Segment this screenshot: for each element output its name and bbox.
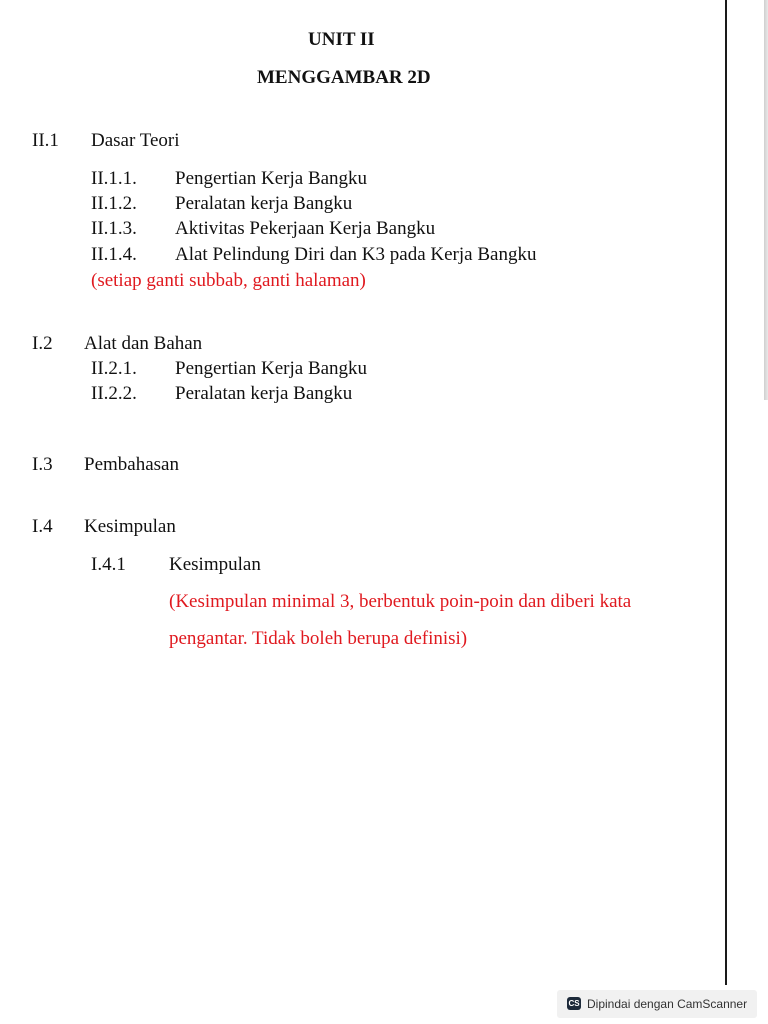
page-title: MENGGAMBAR 2D bbox=[257, 67, 431, 88]
item-number: I.4.1 bbox=[91, 554, 126, 575]
item-label: Pengertian Kerja Bangku bbox=[175, 358, 368, 379]
page-edge-shadow bbox=[764, 0, 768, 400]
item-number: II.1.2. bbox=[91, 193, 137, 214]
red-note-kesimpulan-line1: (Kesimpulan minimal 3, berbentuk poin-poin dan diberi kata bbox=[169, 591, 632, 612]
unit-heading: UNIT II bbox=[308, 29, 375, 50]
camscanner-badge bbox=[557, 990, 757, 1018]
margin-rule bbox=[725, 0, 727, 985]
item-number: II.2.1. bbox=[91, 358, 137, 379]
section-title-kesimpulan: Kesimpulan bbox=[84, 516, 176, 537]
camscanner-label: Dipindai dengan CamScanner bbox=[587, 997, 748, 1011]
red-note-subbab: (setiap ganti subbab, ganti halaman) bbox=[91, 270, 366, 291]
camscanner-logo-icon: CS bbox=[568, 999, 580, 1008]
item-label: Peralatan kerja Bangku bbox=[175, 383, 353, 404]
item-number: II.1.4. bbox=[91, 244, 137, 265]
section-title-dasar-teori: Dasar Teori bbox=[91, 130, 180, 151]
section-number-dasar-teori: II.1 bbox=[32, 130, 59, 151]
item-label: Kesimpulan bbox=[169, 554, 261, 575]
item-number: II.2.2. bbox=[91, 383, 137, 404]
item-label: Peralatan kerja Bangku bbox=[175, 193, 353, 214]
red-note-kesimpulan-line2: pengantar. Tidak boleh berupa definisi) bbox=[169, 628, 468, 649]
item-number: II.1.3. bbox=[91, 218, 137, 239]
item-label: Aktivitas Pekerjaan Kerja Bangku bbox=[175, 218, 436, 239]
section-title-pembahasan: Pembahasan bbox=[84, 454, 179, 475]
section-title-alat-bahan: Alat dan Bahan bbox=[84, 333, 203, 354]
item-number: II.1.1. bbox=[91, 168, 137, 189]
item-label: Alat Pelindung Diri dan K3 pada Kerja Bangku bbox=[175, 244, 537, 265]
item-label: Pengertian Kerja Bangku bbox=[175, 168, 368, 189]
section-number-kesimpulan: I.4 bbox=[32, 516, 53, 537]
section-number-alat-bahan: I.2 bbox=[32, 333, 53, 354]
section-number-pembahasan: I.3 bbox=[32, 454, 53, 475]
